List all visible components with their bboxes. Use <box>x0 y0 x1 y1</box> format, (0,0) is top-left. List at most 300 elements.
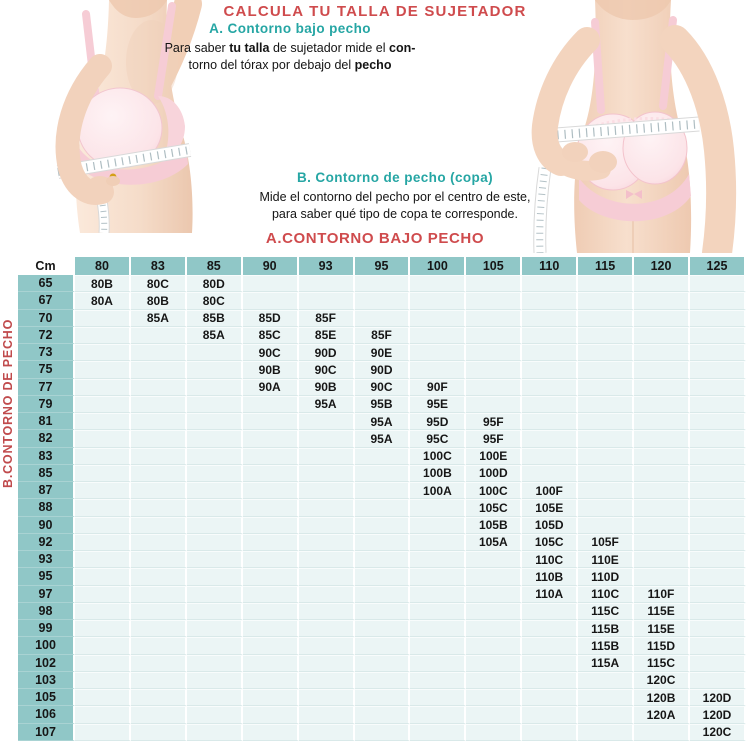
empty-cell <box>131 689 187 706</box>
empty-cell <box>690 396 746 413</box>
empty-cell <box>410 327 466 344</box>
row-header: 82 <box>18 430 75 447</box>
empty-cell <box>522 706 578 723</box>
empty-cell <box>578 499 634 516</box>
table-row <box>18 482 746 499</box>
empty-cell <box>355 620 411 637</box>
empty-cell <box>410 344 466 361</box>
size-cell: 85A <box>187 327 243 344</box>
empty-cell <box>522 344 578 361</box>
empty-cell <box>522 672 578 689</box>
empty-cell <box>466 310 522 327</box>
empty-cell <box>466 620 522 637</box>
empty-cell <box>243 620 299 637</box>
empty-cell <box>690 499 746 516</box>
hand <box>562 142 588 162</box>
size-cell: 80B <box>131 292 187 309</box>
table-row <box>18 620 746 637</box>
empty-cell <box>187 430 243 447</box>
empty-cell <box>243 517 299 534</box>
empty-cell <box>578 344 634 361</box>
empty-cell <box>690 586 746 603</box>
table-row <box>18 689 746 706</box>
empty-cell <box>410 706 466 723</box>
empty-cell <box>634 499 690 516</box>
size-cell: 120D <box>690 689 746 706</box>
empty-cell <box>690 327 746 344</box>
table-row <box>18 327 746 344</box>
empty-cell <box>466 689 522 706</box>
size-cell: 110E <box>578 551 634 568</box>
size-cell: 85F <box>299 310 355 327</box>
empty-cell <box>355 517 411 534</box>
empty-cell <box>355 465 411 482</box>
table-row <box>18 672 746 689</box>
empty-cell <box>299 568 355 585</box>
empty-cell <box>243 551 299 568</box>
empty-cell <box>243 603 299 620</box>
empty-cell <box>690 379 746 396</box>
empty-cell <box>243 724 299 741</box>
empty-cell <box>355 586 411 603</box>
empty-cell <box>131 517 187 534</box>
column-header: 120 <box>634 257 690 275</box>
empty-cell <box>522 310 578 327</box>
empty-cell <box>522 430 578 447</box>
empty-cell <box>355 706 411 723</box>
size-cell: 95A <box>355 413 411 430</box>
empty-cell <box>466 603 522 620</box>
empty-cell <box>578 275 634 292</box>
size-cell: 90C <box>299 361 355 378</box>
empty-cell <box>634 517 690 534</box>
empty-cell <box>634 310 690 327</box>
empty-cell <box>522 448 578 465</box>
empty-cell <box>355 310 411 327</box>
empty-cell <box>522 361 578 378</box>
row-header: 72 <box>18 327 75 344</box>
empty-cell <box>634 724 690 741</box>
empty-cell <box>75 534 131 551</box>
empty-cell <box>131 603 187 620</box>
empty-cell <box>634 482 690 499</box>
row-header: 87 <box>18 482 75 499</box>
empty-cell <box>75 379 131 396</box>
size-cell: 85A <box>131 310 187 327</box>
empty-cell <box>75 603 131 620</box>
empty-cell <box>355 292 411 309</box>
size-cell: 95E <box>410 396 466 413</box>
table-row <box>18 430 746 447</box>
empty-cell <box>299 672 355 689</box>
page-title: CALCULA TU TALLA DE SUJETADOR <box>223 3 527 20</box>
empty-cell <box>410 275 466 292</box>
empty-cell <box>466 275 522 292</box>
empty-cell <box>634 327 690 344</box>
empty-cell <box>410 672 466 689</box>
size-cell: 90D <box>355 361 411 378</box>
size-cell: 95F <box>466 413 522 430</box>
empty-cell <box>131 534 187 551</box>
empty-cell <box>355 689 411 706</box>
size-cell: 95A <box>299 396 355 413</box>
table-row <box>18 448 746 465</box>
row-header: 90 <box>18 517 75 534</box>
size-cell: 80C <box>187 292 243 309</box>
size-cell: 115E <box>634 620 690 637</box>
empty-cell <box>131 706 187 723</box>
size-cell: 110C <box>578 586 634 603</box>
size-cell: 105F <box>578 534 634 551</box>
empty-cell <box>690 361 746 378</box>
hand <box>589 151 617 173</box>
size-cell: 110B <box>522 568 578 585</box>
empty-cell <box>131 620 187 637</box>
empty-cell <box>75 724 131 741</box>
empty-cell <box>578 724 634 741</box>
empty-cell <box>634 534 690 551</box>
empty-cell <box>410 620 466 637</box>
empty-cell <box>634 379 690 396</box>
size-cell: 120C <box>634 672 690 689</box>
empty-cell <box>299 551 355 568</box>
table-row <box>18 568 746 585</box>
empty-cell <box>410 655 466 672</box>
empty-cell <box>299 482 355 499</box>
empty-cell <box>690 568 746 585</box>
size-cell: 85C <box>243 327 299 344</box>
column-header: 100 <box>410 257 466 275</box>
empty-cell <box>243 482 299 499</box>
empty-cell <box>131 327 187 344</box>
empty-cell <box>75 482 131 499</box>
empty-cell <box>187 344 243 361</box>
empty-cell <box>299 637 355 654</box>
empty-cell <box>690 672 746 689</box>
bra-size-table <box>18 257 746 741</box>
empty-cell <box>466 637 522 654</box>
size-cell: 110F <box>634 586 690 603</box>
size-cell: 110C <box>522 551 578 568</box>
empty-cell <box>690 292 746 309</box>
empty-cell <box>75 706 131 723</box>
empty-cell <box>522 724 578 741</box>
row-header: 102 <box>18 655 75 672</box>
column-header: 115 <box>578 257 634 275</box>
size-cell: 100C <box>410 448 466 465</box>
empty-cell <box>243 534 299 551</box>
empty-cell <box>355 568 411 585</box>
empty-cell <box>355 551 411 568</box>
empty-cell <box>75 361 131 378</box>
size-cell: 90B <box>243 361 299 378</box>
empty-cell <box>410 568 466 585</box>
empty-cell <box>75 689 131 706</box>
empty-cell <box>75 620 131 637</box>
empty-cell <box>355 275 411 292</box>
empty-cell <box>410 292 466 309</box>
size-cell: 105E <box>522 499 578 516</box>
empty-cell <box>75 568 131 585</box>
empty-cell <box>410 689 466 706</box>
row-header: 98 <box>18 603 75 620</box>
empty-cell <box>243 655 299 672</box>
empty-cell <box>578 361 634 378</box>
empty-cell <box>187 689 243 706</box>
empty-cell <box>187 465 243 482</box>
empty-cell <box>355 637 411 654</box>
row-header: 99 <box>18 620 75 637</box>
empty-cell <box>690 551 746 568</box>
empty-cell <box>634 568 690 585</box>
empty-cell <box>634 448 690 465</box>
empty-cell <box>131 448 187 465</box>
empty-cell <box>243 706 299 723</box>
empty-cell <box>243 568 299 585</box>
empty-cell <box>522 603 578 620</box>
empty-cell <box>690 275 746 292</box>
size-cell: 95D <box>410 413 466 430</box>
empty-cell <box>131 344 187 361</box>
size-cell: 105C <box>466 499 522 516</box>
empty-cell <box>187 724 243 741</box>
empty-cell <box>466 586 522 603</box>
empty-cell <box>410 534 466 551</box>
column-header: 95 <box>355 257 411 275</box>
empty-cell <box>75 413 131 430</box>
empty-cell <box>75 310 131 327</box>
size-cell: 120B <box>634 689 690 706</box>
empty-cell <box>522 292 578 309</box>
empty-cell <box>131 430 187 447</box>
empty-cell <box>243 499 299 516</box>
empty-cell <box>578 413 634 430</box>
empty-cell <box>131 724 187 741</box>
column-header: 125 <box>690 257 746 275</box>
empty-cell <box>187 637 243 654</box>
size-cell: 100A <box>410 482 466 499</box>
size-cell: 115D <box>634 637 690 654</box>
empty-cell <box>578 448 634 465</box>
size-cell: 95B <box>355 396 411 413</box>
empty-cell <box>299 430 355 447</box>
empty-cell <box>299 517 355 534</box>
table-row <box>18 396 746 413</box>
empty-cell <box>690 603 746 620</box>
size-cell: 120D <box>690 706 746 723</box>
empty-cell <box>131 379 187 396</box>
empty-cell <box>131 551 187 568</box>
empty-cell <box>355 672 411 689</box>
empty-cell <box>466 396 522 413</box>
table-row <box>18 361 746 378</box>
size-cell: 85D <box>243 310 299 327</box>
row-header: 67 <box>18 292 75 309</box>
empty-cell <box>355 499 411 516</box>
empty-cell <box>75 655 131 672</box>
empty-cell <box>187 551 243 568</box>
section-a <box>110 21 470 73</box>
empty-cell <box>466 361 522 378</box>
empty-cell <box>75 672 131 689</box>
empty-cell <box>299 534 355 551</box>
table-row <box>18 724 746 741</box>
size-cell: 95C <box>410 430 466 447</box>
empty-cell <box>466 327 522 344</box>
table-row <box>18 603 746 620</box>
size-cell: 100D <box>466 465 522 482</box>
empty-cell <box>690 465 746 482</box>
empty-cell <box>299 586 355 603</box>
table-row <box>18 292 746 309</box>
row-header: 73 <box>18 344 75 361</box>
empty-cell <box>690 448 746 465</box>
empty-cell <box>578 706 634 723</box>
empty-cell <box>299 275 355 292</box>
size-cell: 100C <box>466 482 522 499</box>
empty-cell <box>634 344 690 361</box>
empty-cell <box>75 448 131 465</box>
size-cell: 115B <box>578 637 634 654</box>
size-cell: 90D <box>299 344 355 361</box>
empty-cell <box>131 482 187 499</box>
empty-cell <box>578 672 634 689</box>
empty-cell <box>466 568 522 585</box>
size-cell: 90F <box>410 379 466 396</box>
empty-cell <box>75 637 131 654</box>
row-header: 88 <box>18 499 75 516</box>
table-row <box>18 586 746 603</box>
size-cell: 95F <box>466 430 522 447</box>
size-cell: 120C <box>690 724 746 741</box>
empty-cell <box>522 655 578 672</box>
x-axis-label: A.CONTORNO BAJO PECHO <box>265 230 485 247</box>
row-header: 95 <box>18 568 75 585</box>
empty-cell <box>578 689 634 706</box>
section-b-heading: B. Contorno de pecho (copa) <box>296 170 494 185</box>
empty-cell <box>243 413 299 430</box>
empty-cell <box>522 379 578 396</box>
empty-cell <box>690 517 746 534</box>
empty-cell <box>131 465 187 482</box>
section-b-line2: para saber qué tipo de copa te corresponde. <box>271 206 518 221</box>
row-header: 92 <box>18 534 75 551</box>
empty-cell <box>355 534 411 551</box>
empty-cell <box>131 396 187 413</box>
empty-cell <box>187 413 243 430</box>
row-header: 85 <box>18 465 75 482</box>
column-header: 80 <box>75 257 131 275</box>
size-cell: 100F <box>522 482 578 499</box>
empty-cell <box>187 620 243 637</box>
row-header: 103 <box>18 672 75 689</box>
empty-cell <box>690 310 746 327</box>
table-row <box>18 379 746 396</box>
empty-cell <box>299 448 355 465</box>
empty-cell <box>410 310 466 327</box>
size-cell: 100B <box>410 465 466 482</box>
empty-cell <box>75 551 131 568</box>
empty-cell <box>243 465 299 482</box>
size-cell: 95A <box>355 430 411 447</box>
empty-cell <box>187 517 243 534</box>
empty-cell <box>578 430 634 447</box>
empty-cell <box>243 448 299 465</box>
size-cell: 85E <box>299 327 355 344</box>
empty-cell <box>75 327 131 344</box>
empty-cell <box>578 465 634 482</box>
table-row <box>18 655 746 672</box>
size-cell: 105B <box>466 517 522 534</box>
empty-cell <box>243 430 299 447</box>
row-header: 70 <box>18 310 75 327</box>
empty-cell <box>578 396 634 413</box>
empty-cell <box>243 396 299 413</box>
empty-cell <box>578 327 634 344</box>
empty-cell <box>75 517 131 534</box>
empty-cell <box>410 499 466 516</box>
empty-cell <box>522 689 578 706</box>
size-cell: 80C <box>131 275 187 292</box>
empty-cell <box>187 448 243 465</box>
empty-cell <box>466 672 522 689</box>
empty-cell <box>634 413 690 430</box>
empty-cell <box>466 724 522 741</box>
empty-cell <box>522 275 578 292</box>
size-cell: 110D <box>578 568 634 585</box>
empty-cell <box>299 724 355 741</box>
y-axis-label: B.CONTORNO DE PECHO <box>1 318 15 488</box>
empty-cell <box>634 551 690 568</box>
empty-cell <box>243 292 299 309</box>
empty-cell <box>690 482 746 499</box>
empty-cell <box>690 344 746 361</box>
empty-cell <box>75 430 131 447</box>
size-cell: 90E <box>355 344 411 361</box>
size-cell: 105D <box>522 517 578 534</box>
column-header: 83 <box>131 257 187 275</box>
empty-cell <box>299 689 355 706</box>
size-cell: 90B <box>299 379 355 396</box>
empty-cell <box>578 310 634 327</box>
empty-cell <box>466 551 522 568</box>
empty-cell <box>578 482 634 499</box>
empty-cell <box>299 465 355 482</box>
empty-cell <box>690 655 746 672</box>
size-cell: 100E <box>466 448 522 465</box>
table-row <box>18 275 746 292</box>
row-header: 100 <box>18 637 75 654</box>
empty-cell <box>466 344 522 361</box>
row-header: 79 <box>18 396 75 413</box>
empty-cell <box>75 465 131 482</box>
empty-cell <box>522 637 578 654</box>
empty-cell <box>131 499 187 516</box>
empty-cell <box>634 361 690 378</box>
empty-cell <box>187 603 243 620</box>
empty-cell <box>634 275 690 292</box>
empty-cell <box>243 637 299 654</box>
size-cell: 80D <box>187 275 243 292</box>
empty-cell <box>187 361 243 378</box>
empty-cell <box>410 637 466 654</box>
section-a-heading: A. Contorno bajo pecho <box>209 21 371 36</box>
empty-cell <box>578 379 634 396</box>
empty-cell <box>299 413 355 430</box>
size-cell: 115C <box>578 603 634 620</box>
empty-cell <box>187 655 243 672</box>
row-header: 106 <box>18 706 75 723</box>
